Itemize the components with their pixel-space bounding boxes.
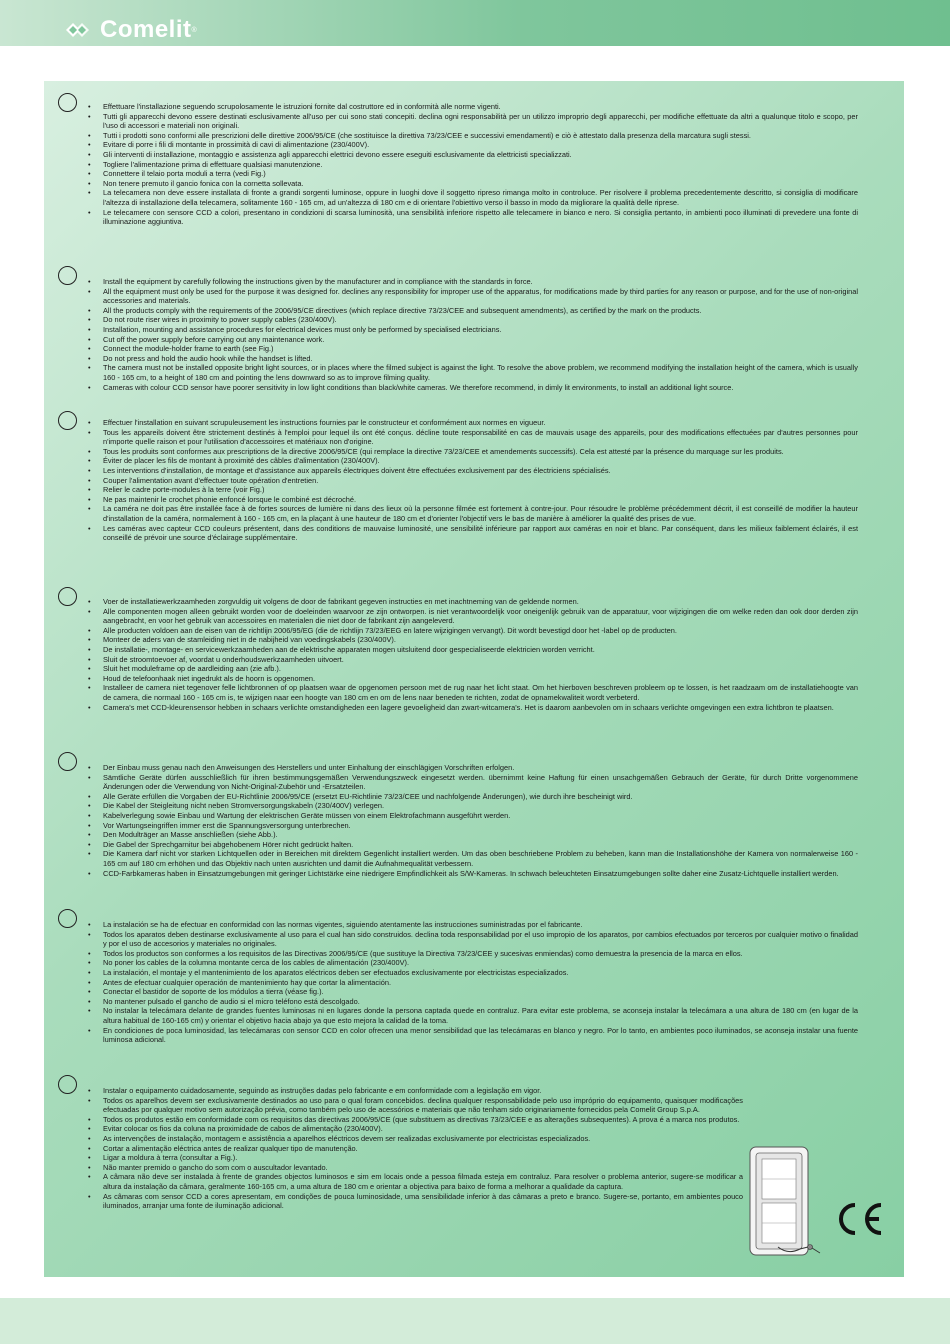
list-item: • Alle producten voldoen aan de eisen van de richtlijn 2006/95/EG (die de richtlijn 73/23/EEG en latere wijzigingen vervangt). Dit wordt bevestigd door het -label op de producten. [88,626,858,636]
list-item: • La caméra ne doit pas être installée face à de fortes sources de lumière ni dans des lieux où la personne filmée est fortement à contre-jour. Pour résoudre le problème précédemment décrit, il est conseillé de modifier la hauteur d'installation de la caméra, normalement à 160 - 165 cm, en la plaçant à une hauteur de 180 cm et d'orienter l'objectif vers le bas de manière à améliorer la qualité des prises de vue. [88,504,858,523]
list-item: • Effectuer l'installation en suivant scrupuleusement les instructions fournies par le constructeur et conformément aux normes en vigueur. [88,418,858,428]
list-item: • Tutti gli apparecchi devono essere destinati esclusivamente all'uso per cui sono stati concepiti. declina ogni responsabilità per un utilizzo improprio degli apparecchi, per modifiche effettuate da altri a qualunque titolo e scopo, per l'uso di accessori e materiali non originali. [88,112,858,131]
list-item: • Camera's met CCD-kleurensensor hebben in schaars verlichte omstandigheden een lagere gevoeligheid dan zwart-witcamera's. Het is daarom aanbevolen om in schaars verlichte omgevingen een extra lichtbron te plaatsen. [88,703,858,713]
list-item: • All the products comply with the requirements of the 2006/95/CE directives (which replace directive 73/23/CEE and subsequent amendments), as certified by the mark on the products. [88,306,858,316]
list-item: • Instalar o equipamento cuidadosamente, seguindo as instruções dadas pelo fabricante e em conformidade com a legislação em vigor. [88,1086,743,1096]
list-item: • Todos os produtos estão em conformidade com os requisitos das directivas 2006/95/CE (que substituem as directivas 73/23/CEE e as alterações subsequentes). A prova é a marca nos produtos. [88,1115,743,1125]
list-item: • Tous les produits sont conformes aux prescriptions de la directive 2006/95/CE (qui remplace la directive 73/23/CEE et amendements successifs). Cela est attesté par la présence du marquage sur les produits. [88,447,858,457]
bullet-list [88,597,858,712]
comelit-emblem-icon [66,19,96,41]
bullet-list [88,102,858,227]
language-flag-placeholder [58,587,77,606]
list-item: • Houd de telefoonhaak niet ingedrukt als de hoorn is opgenomen. [88,674,858,684]
list-item: • Relier le cadre porte-modules à la terre (voir Fig.) [88,485,858,495]
list-item: • As intervenções de instalação, montagem e assistência a aparelhos eléctricos devem ser realizadas exclusivamente por electricistas especializados. [88,1134,743,1144]
list-item: • Die Kamera darf nicht vor starken Lichtquellen oder in Bereichen mit direktem Gegenlicht installiert werden. Um das oben beschriebene Problem zu beheben, kann man die Installationshöhe der Kamera von normalerweise 160 - 165 cm auf 180 cm erhöhen und das Objektiv nach unten ausrichten und damit die Aufnahmequalität verbessern. [88,849,858,868]
list-item: • La instalación se ha de efectuar en conformidad con las normas vigentes, siguiendo atentamente las instrucciones suministradas por el fabricante. [88,920,858,930]
list-item: • Todos los productos son conformes a los requisitos de las Directivas 2006/95/CE (que sustituye la Directiva 73/23/CEE y sucesivas enmiendas) como demuestra la presencia de la marca en ellos. [88,949,858,959]
list-item: • Installation, mounting and assistance procedures for electrical devices must only be performed by specialised electricians. [88,325,858,335]
list-item: • Conectar el bastidor de soporte de los módulos a tierra (véase fig.). [88,987,858,997]
list-item: • Alle componenten mogen alleen gebruikt worden voor de doeleinden waarvoor ze zijn ontworpen. is niet verantwoordelijk voor oneigenlijk gebruik van de apparatuur, voor wijzigingen die om welke reden dan ook door derden zijn aangebracht, en voor het gebruik van accessoires en materialen die niet door de fabrikant zijn aangeleverd. [88,607,858,626]
list-item: • All the equipment must only be used for the purpose it was designed for. declines any responsibility for improper use of the apparatus, for modifications made by third parties for any reason or purpose, and for the use of non-original accessories and materials. [88,287,858,306]
list-item: • En condiciones de poca luminosidad, las telecámaras con sensor CCD en color ofrecen una menor sensibilidad que las telecámaras en blanco y negro. Por lo tanto, en ambientes poco iluminados, se aconseja instalar una fuente luminosa adicional. [88,1026,858,1045]
list-item: • Les interventions d'installation, de montage et d'assistance aux appareils électriques doivent être effectuées exclusivement par des électriciens spécialisés. [88,466,858,476]
brand-name: Comelit [100,16,192,43]
list-item: • No poner los cables de la columna montante cerca de los cables de alimentación (230/400V). [88,958,858,968]
list-item: • Evitar colocar os fios da coluna na proximidade de cabos de alimentação (230/400V). [88,1124,743,1134]
list-item: • De installatie-, montage- en servicewerkzaamheden aan de elektrische apparaten mogen uitsluitend door gespecialiseerde elektricien worden verricht. [88,645,858,655]
list-item: • La instalación, el montaje y el mantenimiento de los aparatos eléctricos deben ser efectuados exclusivamente por electricistas especializados. [88,968,858,978]
list-item: • Do not press and hold the audio hook while the handset is lifted. [88,354,858,364]
footer-band [0,1298,950,1344]
list-item: • Couper l'alimentation avant d'effectuer toute opération d'entretien. [88,476,858,486]
list-item: • Voer de installatiewerkzaamheden zorgvuldig uit volgens de door de fabrikant gegeven instructies en met inachtneming van de geldende normen. [88,597,858,607]
list-item: • As câmaras com sensor CCD a cores apresentam, em condições de pouca luminosidade, uma sensibilidade inferior à das câmaras a preto e branco. Sugere-se, portanto, em ambientes pouco iluminados, arranjar uma fonte de iluminação adicional. [88,1192,743,1211]
list-item: • Die Kabel der Steigleitung nicht neben Stromversorgungskabeln (230/400V) verlegen. [88,801,858,811]
bullet-list [88,763,858,878]
comelit-logo [66,14,197,46]
list-item: • Cut off the power supply before carrying out any maintenance work. [88,335,858,345]
bullet-list [88,1086,743,1211]
list-item: • Le telecamere con sensore CCD a colori, presentano in condizioni di scarsa luminosità, una sensibilità inferiore rispetto alle telecamere in bianco e nero. Si consiglia pertanto, in ambienti poco illuminati di prevedere una fonte di illuminazione aggiuntiva. [88,208,858,227]
language-flag-placeholder [58,266,77,285]
ce-mark-icon [833,1201,885,1237]
bullet-list [88,920,858,1045]
list-item: • Effettuare l'installazione seguendo scrupolosamente le istruzioni fornite dal costruttore ed in conformità alle norme vigenti. [88,102,858,112]
list-item: • Togliere l'alimentazione prima di effettuare qualsiasi manutenzione. [88,160,858,170]
list-item: • Todos os aparelhos devem ser exclusivamente destinados ao uso para o qual foram concebidos. declina qualquer responsabilidade pelo uso impróprio do equipamento, quaisquer modificações efectuadas por qualquer motivo sem autorização prévia, como também pelo uso de acessórios e materiais que não tenham sido originariamente fornecidos pela Comelit Group S.p.A. [88,1096,743,1115]
list-item: • Les caméras avec capteur CCD couleurs présentent, dans des conditions de mauvaise luminosité, une sensibilité inférieure par rapport aux caméras en noir et blanc. Par conséquent, dans les milieux faiblement éclairés, il est conseillé de prévoir une source d'éclairage supplémentaire. [88,524,858,543]
list-item: • Monteer de aders van de stamleiding niet in de nabijheid van voedingskabels (230/400V). [88,635,858,645]
list-item: • Tous les appareils doivent être strictement destinés à l'emploi pour lequel ils ont été conçus. décline toute responsabilité en cas de mauvais usage des appareils, pour des modifications effectuées par d'autres personnes pour n'importe quelle raison et pour l'utilisation d'accessoires et matériaux non d'origine. [88,428,858,447]
instructions-panel [44,81,904,1277]
list-item: • Gli interventi di installazione, montaggio e assistenza agli apparecchi elettrici devono essere eseguiti esclusivamente da elettricisti specializzati. [88,150,858,160]
list-item: • Todos los aparatos deben destinarse exclusivamente al uso para el cual han sido construidos. declina toda responsabilidad por el uso impropio de los aparatos, por cambios efectuados por terceros por cualquier motivo o finalidad y por el uso de accesorios y materiales no originales. [88,930,858,949]
bullet-list [88,277,858,392]
list-item: • Der Einbau muss genau nach den Anweisungen des Herstellers und unter Einhaltung der einschlägigen Vorschriften erfolgen. [88,763,858,773]
list-item: • Cortar a alimentação eléctrica antes de realizar qualquer tipo de manutenção. [88,1144,743,1154]
list-item: • Sämtliche Geräte dürfen ausschließlich für ihren bestimmungsgemäßen Verwendungszweck eingesetzt werden. übernimmt keine Haftung für einen unsachgemäßen Gebrauch der Geräte, für durch Dritte vorgenommene Änderungen oder die Verwendung von Nicht-Original-Zubehör und -Ersatzteilen. [88,773,858,792]
list-item: • Den Modulträger an Masse anschließen (siehe Abb.). [88,830,858,840]
list-item: • Non tenere premuto il gancio fonica con la cornetta sollevata. [88,179,858,189]
list-item: • Connect the module-holder frame to earth (see Fig.) [88,344,858,354]
list-item: • Installeer de camera niet tegenover felle lichtbronnen of op plaatsen waar de opgenomen persoon met de rug naar het licht staat. Om het hierboven beschreven probleem op te lossen, is het raadzaam om de installatiehoogte van de camera, die normaal 160 - 165 cm is, te wijzigen naar een hoogte van 180 cm en om de lens naar beneden te richten, zodat de opnamekwaliteit wordt verbeterd. [88,683,858,702]
language-flag-placeholder [58,752,77,771]
list-item: • Sluit het moduleframe op de aardleiding aan (zie afb.). [88,664,858,674]
bullet-list [88,418,858,543]
module-frame-illustration [748,1143,826,1261]
list-item: • Vor Wartungseingriffen immer erst die Spannungsversorgung unterbrechen. [88,821,858,831]
list-item: • Die Gabel der Sprechgarnitur bei abgehobenem Hörer nicht gedrückt halten. [88,840,858,850]
list-item: • Install the equipment by carefully following the instructions given by the manufacturer and in compliance with the standards in force. [88,277,858,287]
list-item: • La telecamera non deve essere installata di fronte a grandi sorgenti luminose, oppure in luoghi dove il soggetto ripreso rimanga molto in controluce. Per risolvere il problema precedentemente descritto, si consiglia di modificare l'altezza di installazione della telecamera, solitamente 160 - 165 cm, ad un'altezza di 180 cm e di orientare l'obiettivo verso il basso in modo da migliorare la qualità delle riprese. [88,188,858,207]
language-flag-placeholder [58,93,77,112]
list-item: • CCD-Farbkameras haben in Einsatzumgebungen mit geringer Lichtstärke eine niedrigere Empfindlichkeit als S/W-Kameras. In schwach beleuchteten Einsatzumgebungen sollte daher eine Zusatz-Lichtquelle installiert werden. [88,869,858,879]
list-item: • Alle Geräte erfüllen die Vorgaben der EU-Richtlinie 2006/95/CE (ersetzt EU-Richtlinie 73/23/CEE und nachfolgende Änderungen), wie durch ihre bescheinigt wird. [88,792,858,802]
list-item: • Cameras with colour CCD sensor have poorer sensitivity in low light conditions than black/white cameras. We therefore recommend, in dimly lit environments, to install an additional light source. [88,383,858,393]
list-item: • No instalar la telecámara delante de grandes fuentes luminosas ni en lugares donde la persona captada quede en contraluz. Para evitar este problema, se aconseja instalar la telecámara a una altura de 180 cm (en lugar de la altura habitual de 160-165 cm) y orientar el objetivo hacia abajo ya que esto mejora la calidad de la toma. [88,1006,858,1025]
list-item: • Sluit de stroomtoevoer af, voordat u onderhoudswerkzaamheden uitvoert. [88,655,858,665]
registered-mark: ® [191,26,197,34]
list-item: • No mantener pulsado el gancho de audio si el micro teléfono está descolgado. [88,997,858,1007]
language-flag-placeholder [58,1075,77,1094]
list-item: • The camera must not be installed opposite bright light sources, or in places where the filmed subject is against the light. To resolve the above problem, we recommend modifying the installation height of the camera, which is usually 160 - 165 cm, to a height of 180 cm and pointing the lens downward so as to improve filming quality. [88,363,858,382]
list-item: • Kabelverlegung sowie Einbau und Wartung der elektrischen Geräte müssen von einem Elektrofachmann ausgeführt werden. [88,811,858,821]
language-flag-placeholder [58,909,77,928]
list-item: • A câmara não deve ser instalada à frente de grandes objectos luminosos e sim em locais onde a pessoa filmada esteja em contraluz. Para resolver o problema anterior, sugere-se modificar a altura da instalação da câmara, geralmente 160-165 cm, a uma altura de 180 cm e orientar a objectiva para baixo de forma a melhorar a qualidade da captura. [88,1172,743,1191]
list-item: • Antes de efectuar cualquier operación de mantenimiento hay que cortar la alimentación. [88,978,858,988]
list-item: • Tutti i prodotti sono conformi alle prescrizioni delle direttive 2006/95/CE (che sostituisce la direttiva 73/23/CEE e successivi emendamenti) e ciò è attestato dalla presenza della marcatura sugli stessi. [88,131,858,141]
list-item: • Ne pas maintenir le crochet phonie enfoncé lorsque le combiné est décroché. [88,495,858,505]
list-item: • Éviter de placer les fils de montant à proximité des câbles d'alimentation (230/400V). [88,456,858,466]
language-flag-placeholder [58,411,77,430]
list-item: • Não manter premido o gancho do som com o auscultador levantado. [88,1163,743,1173]
list-item: • Ligar a moldura à terra (consultar a Fig.). [88,1153,743,1163]
list-item: • Evitare di porre i fili di montante in prossimità di cavi di alimentazione (230/400V). [88,140,858,150]
list-item: • Connettere il telaio porta moduli a terra (vedi Fig.) [88,169,858,179]
list-item: • Do not route riser wires in proximity to power supply cables (230/400V). [88,315,858,325]
